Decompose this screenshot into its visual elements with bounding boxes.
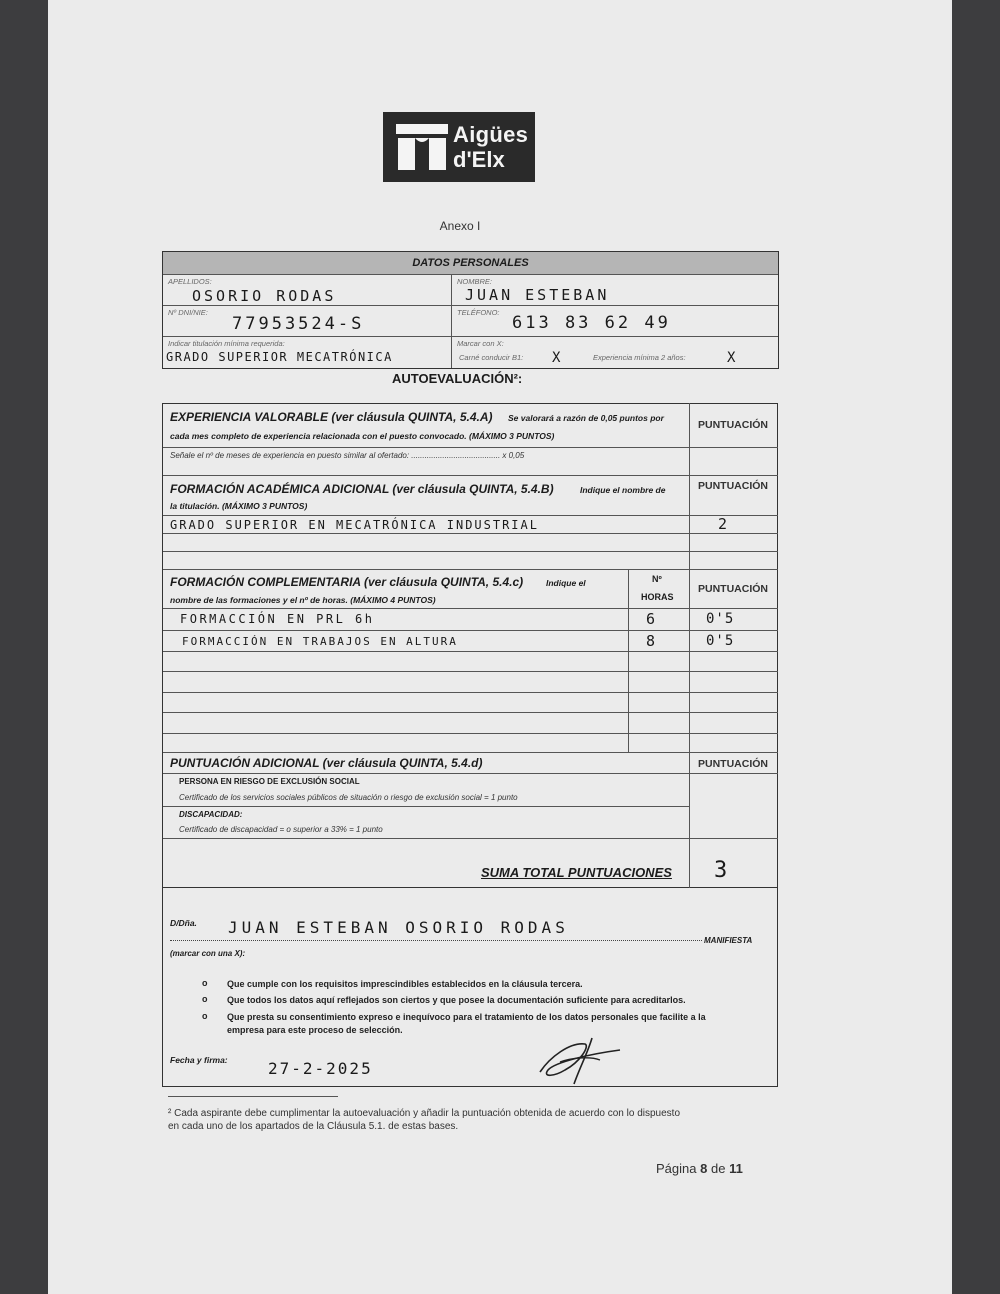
horas-header-1: Nº — [652, 574, 662, 584]
titulacion-label: Indicar titulación mínima requerida: — [168, 339, 285, 348]
formacion-academica-title: FORMACIÓN ACADÉMICA ADICIONAL (ver cláusula QUINTA, 5.4.B) — [170, 482, 554, 496]
page-number — [656, 1161, 743, 1176]
signature-image — [530, 1032, 625, 1087]
training-1-hours: 6 — [646, 610, 659, 628]
experiencia-title: EXPERIENCIA VALORABLE (ver cláusula QUINTA, 5.4.A) — [170, 410, 493, 424]
page-number-middle: de — [710, 1161, 726, 1176]
riesgo-exclusion-desc: Certificado de los servicios sociales públicos de situación o riesgo de exclusión social = 1 punto — [179, 793, 518, 802]
requirement-3-cont: empresa para este proceso de selección. — [227, 1025, 403, 1035]
formacion-academica-score: 2 — [718, 515, 731, 533]
training-1-name: FORMACCIÓN EN PRL 6h — [180, 612, 375, 626]
marcar-x-label: (marcar con una X): — [170, 949, 246, 958]
marcar-label: Marcar con X: — [457, 339, 504, 348]
nombre-value: JUAN ESTEBAN — [465, 286, 610, 304]
dni-value: 77953524-S — [232, 314, 365, 334]
requirement-1: Que cumple con los requisitos imprescindibles establecidos en la cláusula tercera. — [227, 979, 583, 989]
fecha-firma-label: Fecha y firma: — [170, 1055, 228, 1065]
footnote-line-2: en cada uno de los apartados de la Cláusula 5.1. de estas bases. — [168, 1121, 459, 1132]
suma-total-label: SUMA TOTAL PUNTUACIONES — [481, 865, 672, 880]
company-logo — [383, 112, 535, 182]
apellidos-value: OSORIO RODAS — [192, 287, 337, 305]
logo-text-line1: Aigües — [453, 122, 529, 147]
experiencia-meses-row: Señale el nº de meses de experiencia en puesto similar al ofertado: ........................................ x 0,05 — [170, 451, 525, 460]
telefono-label: TELÉFONO: — [457, 308, 500, 317]
experiencia-desc-1: Se valorará a razón de 0,05 puntos por — [508, 413, 664, 423]
formacion-complementaria-desc-1: Indique el — [546, 578, 586, 588]
requirement-3: Que presta su consentimiento expreso e inequívoco para el tratamiento de los datos personales que facilite a la — [227, 1012, 706, 1022]
experiencia-puntuacion-header: PUNTUACIÓN — [698, 419, 768, 431]
page-number-current: 8 — [700, 1161, 708, 1176]
personal-data-title: DATOS PERSONALES — [412, 257, 529, 269]
page-number-total: 11 — [729, 1161, 743, 1176]
requirement-2: Que todos los datos aquí reflejados son ciertos y que posee la documentación suficiente para acreditarlos. — [227, 995, 686, 1005]
adicional-puntuacion-header: PUNTUACIÓN — [698, 758, 768, 770]
logo-arch-icon — [396, 124, 448, 170]
nombre-label: NOMBRE: — [457, 277, 493, 286]
experiencia-desc-2: cada mes completo de experiencia relacionada con el puesto convocado. (MÁXIMO 3 PUNTOS) — [170, 431, 555, 441]
carne-label: Carné conducir B1: — [459, 353, 524, 362]
apellidos-label: APELLIDOS: — [168, 277, 212, 286]
carne-mark: X — [552, 350, 564, 366]
declarant-name: JUAN ESTEBAN OSORIO RODAS — [228, 918, 569, 937]
training-1-score: 0'5 — [706, 611, 735, 627]
experiencia-min-label: Experiencia mínima 2 años: — [593, 353, 686, 362]
fecha-value: 27-2-2025 — [268, 1059, 373, 1078]
bullet-2: o — [202, 994, 208, 1004]
formacion-complementaria-title: FORMACIÓN COMPLEMENTARIA (ver cláusula QUINTA, 5.4.c) — [170, 575, 524, 589]
experiencia-min-mark: X — [727, 350, 739, 366]
telefono-value: 613 83 62 49 — [512, 313, 671, 333]
bullet-1: o — [202, 978, 208, 988]
training-2-score: 0'5 — [706, 633, 735, 649]
formacion-academica-entry: GRADO SUPERIOR EN MECATRÓNICA INDUSTRIAL — [170, 518, 539, 532]
suma-total-value: 3 — [714, 858, 731, 883]
adicional-title: PUNTUACIÓN ADICIONAL (ver cláusula QUINTA, 5.4.d) — [170, 756, 483, 770]
dni-label: Nº DNI/NIE: — [168, 308, 208, 317]
discapacidad-label: DISCAPACIDAD: — [179, 810, 243, 819]
formacion-complementaria-desc-2: nombre de las formaciones y el nº de horas. (MÁXIMO 4 PUNTOS) — [170, 595, 436, 605]
titulacion-value: GRADO SUPERIOR MECATRÓNICA — [166, 350, 393, 364]
autoevaluacion-title: AUTOEVALUACIÓN²: — [392, 371, 523, 386]
training-2-name: FORMACCIÓN EN TRABAJOS EN ALTURA — [182, 635, 458, 648]
training-2-hours: 8 — [646, 632, 659, 650]
page-number-prefix: Página — [656, 1161, 697, 1176]
riesgo-exclusion-label: PERSONA EN RIESGO DE EXCLUSIÓN SOCIAL — [179, 777, 360, 786]
formacion-complementaria-puntuacion-header: PUNTUACIÓN — [698, 583, 768, 595]
dona-label: D/Dña. — [170, 918, 197, 928]
footnote-separator — [168, 1096, 338, 1097]
horas-header-2: HORAS — [641, 592, 674, 602]
name-dotted-line — [170, 940, 702, 941]
formacion-academica-desc-2: la titulación. (MÁXIMO 3 PUNTOS) — [170, 501, 308, 511]
annex-title: Anexo I — [439, 219, 481, 233]
discapacidad-desc: Certificado de discapacidad = o superior a 33% = 1 punto — [179, 825, 383, 834]
bullet-3: o — [202, 1011, 208, 1021]
manifiesta-label: MANIFIESTA — [704, 936, 753, 945]
formacion-academica-desc-1: Indique el nombre de — [580, 485, 666, 495]
logo-text-line2: d'Elx — [453, 147, 505, 172]
footnote-line-1: ² Cada aspirante debe cumplimentar la autoevaluación y añadir la puntuación obtenida de acuerdo con lo dispuesto — [168, 1108, 681, 1119]
formacion-academica-puntuacion-header: PUNTUACIÓN — [698, 480, 768, 492]
